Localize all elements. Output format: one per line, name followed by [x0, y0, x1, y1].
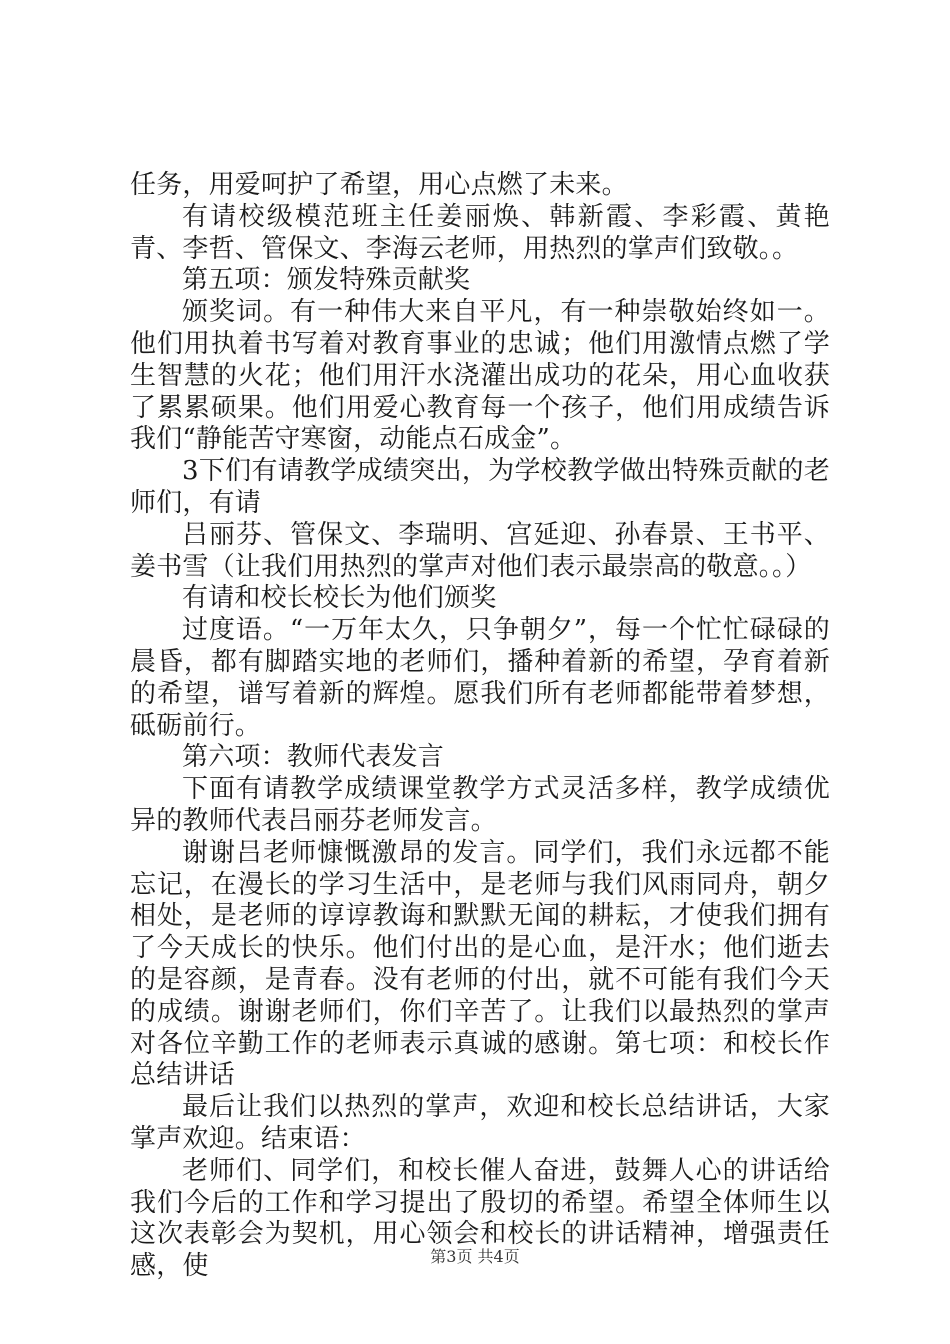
- paragraph-model-teachers: 有请校级模范班主任姜丽焕、韩新霞、李彩霞、黄艳青、李哲、管保文、李海云老师，用热烈的掌声们致敬。。: [130, 201, 830, 264]
- paragraph-closing: 老师们、同学们，和校长催人奋进，鼓舞人心的讲话给我们今后的工作和学习提出了殷切的希望。希望全体师生以这次表彰会为契机，用心领会和校长的讲话精神，增强责任感，使: [130, 1155, 830, 1282]
- paragraph-thanks: 谢谢吕老师慷慨激昂的发言。同学们，我们永远都不能忘记，在漫长的学习生活中，是老师与我们风雨同舟，朝夕相处，是老师的谆谆教诲和默默无闻的耕耘，才使我们拥有了今天成长的快乐。他们付出的是心血，是汗水；他们逝去的是容颜，是青春。没有老师的付出，就不可能有我们今天的成绩。谢谢老师们，你们辛苦了。让我们以最热烈的掌声对各位辛勤工作的老师表示真诚的感谢。第七项：和校长作总结讲话: [130, 837, 830, 1091]
- document-body: [130, 170, 830, 1283]
- paragraph-principal-speech: 最后让我们以热烈的掌声，欢迎和校长总结讲话，大家掌声欢迎。结束语：: [130, 1092, 830, 1154]
- paragraph-teacher-representative: 下面有请教学成绩课堂教学方式灵活多样，教学成绩优异的教师代表吕丽芬老师发言。: [130, 774, 830, 836]
- paragraph-principal-award: 有请和校长校长为他们颁奖: [182, 583, 497, 614]
- paragraph-transition: 过度语。“一万年太久，只争朝夕”，每一个忙忙碌碌的晨昏，都有脚踏实地的老师们，播种着新的希望，孕育着新的希望，谱写着新的辉煌。愿我们所有老师都能带着梦想，砥砺前行。: [130, 615, 830, 741]
- section-heading-item-six: 第六项：教师代表发言: [182, 742, 445, 773]
- paragraph-award-speech: 颁奖词。有一种伟大来自平凡，有一种崇敬始终如一。他们用执着书写着对教育事业的忠诚；他们用激情点燃了学生智慧的火花；他们用汗水浇灌出成功的花朵，用心血收获了累累硕果。他们用爱心教育每一个孩子，他们用成绩告诉我们“静能苦守寒窗，动能点石成金”。: [130, 297, 830, 455]
- paragraph-teacher-names: 吕丽芬、管保文、李瑞明、宫延迎、孙春景、王书平、姜书雪（让我们用热烈的掌声对他们表示最崇高的敬意。。）: [130, 519, 830, 582]
- section-heading-item-five: 第五项：颁发特殊贡献奖: [182, 265, 471, 296]
- paragraph-continuation: 任务，用爱呵护了希望，用心点燃了未来。: [130, 170, 628, 200]
- page-number-footer: 第3页 共4页: [430, 1247, 520, 1266]
- paragraph-invite-teachers: 3下们有请教学成绩突出，为学校教学做出特殊贡献的老师们，有请: [130, 456, 830, 518]
